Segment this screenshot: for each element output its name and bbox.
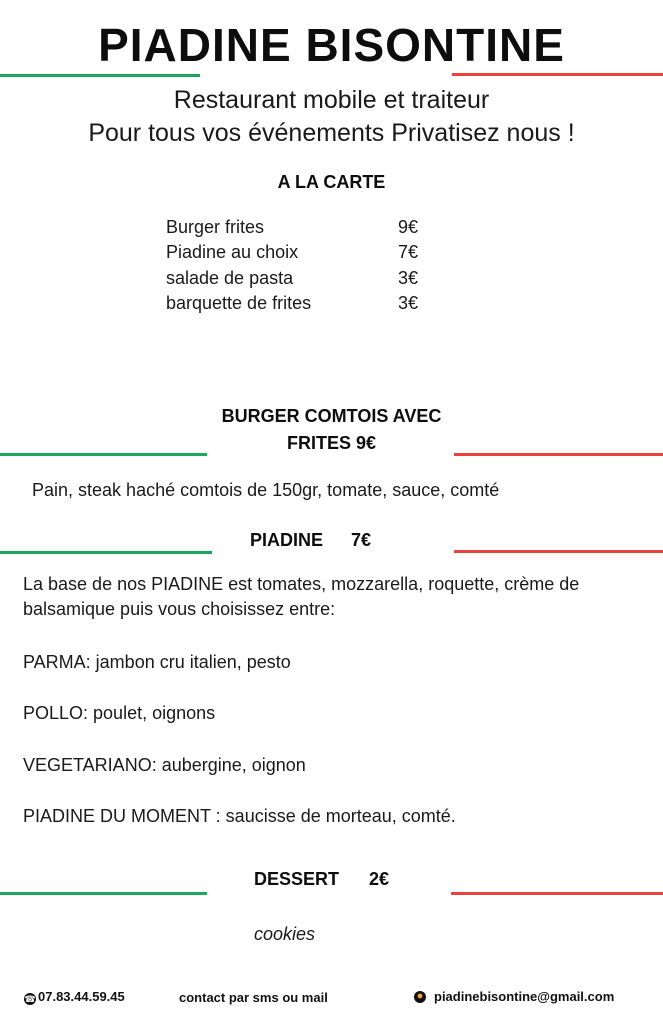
menu-item-name: Burger frites xyxy=(166,217,265,237)
footer-email[interactable] xyxy=(414,989,614,1004)
green-divider xyxy=(0,74,200,77)
burger-heading-line-2: FRITES 9€ xyxy=(286,433,377,453)
burger-heading-line-1: BURGER COMTOIS AVEC xyxy=(221,406,442,426)
subtitle-line-2: Pour tous vos événements Privatisez nous ! xyxy=(88,119,575,147)
menu-item xyxy=(166,293,436,314)
red-divider xyxy=(454,550,663,553)
phone-number: 07.83.44.59.45 xyxy=(38,989,125,1004)
menu-item-name: barquette de frites xyxy=(166,293,312,313)
burger-description: Pain, steak haché comtois de 150gr, tomate, sauce, comté xyxy=(32,480,500,500)
location-pin-icon xyxy=(414,991,426,1003)
piadine-heading-name: PIADINE xyxy=(250,530,324,550)
menu-item-price: 7€ xyxy=(398,242,419,262)
menu-item-price: 9€ xyxy=(398,217,419,237)
dessert-heading-name: DESSERT xyxy=(254,869,340,889)
menu-item xyxy=(166,268,436,289)
piadine-intro: La base de nos PIADINE est tomates, mozzarella, roquette, crème de balsamique puis vous choisissez entre: xyxy=(23,574,580,620)
menu-item-price: 3€ xyxy=(398,268,419,288)
menu-item-name: Piadine au choix xyxy=(166,242,299,262)
piadine-option: PARMA: jambon cru italien, pesto xyxy=(23,652,291,672)
carte-heading: A LA CARTE xyxy=(277,172,386,192)
menu-item-price: 3€ xyxy=(398,293,419,313)
piadine-option: POLLO: poulet, oignons xyxy=(23,703,216,723)
menu-item xyxy=(166,217,436,238)
restaurant-title: PIADINE BISONTINE xyxy=(98,19,565,71)
email-address: piadinebisontine@gmail.com xyxy=(434,989,615,1004)
subtitle-line-1: Restaurant mobile et traiteur xyxy=(173,86,490,114)
menu-item-name: salade de pasta xyxy=(166,268,294,288)
red-divider xyxy=(451,892,663,895)
dessert-heading-price: 2€ xyxy=(369,869,390,889)
piadine-option: VEGETARIANO: aubergine, oignon xyxy=(23,755,306,775)
phone-icon: ☎ xyxy=(24,994,36,1004)
footer-contact: contact par sms ou mail xyxy=(179,990,328,1005)
green-divider xyxy=(0,892,207,895)
green-divider xyxy=(0,551,212,554)
red-divider xyxy=(454,453,663,456)
dessert-item: cookies xyxy=(254,924,316,944)
footer-phone[interactable] xyxy=(24,989,125,1005)
green-divider xyxy=(0,453,207,456)
menu-item xyxy=(166,242,436,263)
piadine-option: PIADINE DU MOMENT : saucisse de morteau, comté. xyxy=(23,806,456,826)
piadine-heading-price: 7€ xyxy=(351,530,372,550)
red-divider xyxy=(452,73,663,76)
